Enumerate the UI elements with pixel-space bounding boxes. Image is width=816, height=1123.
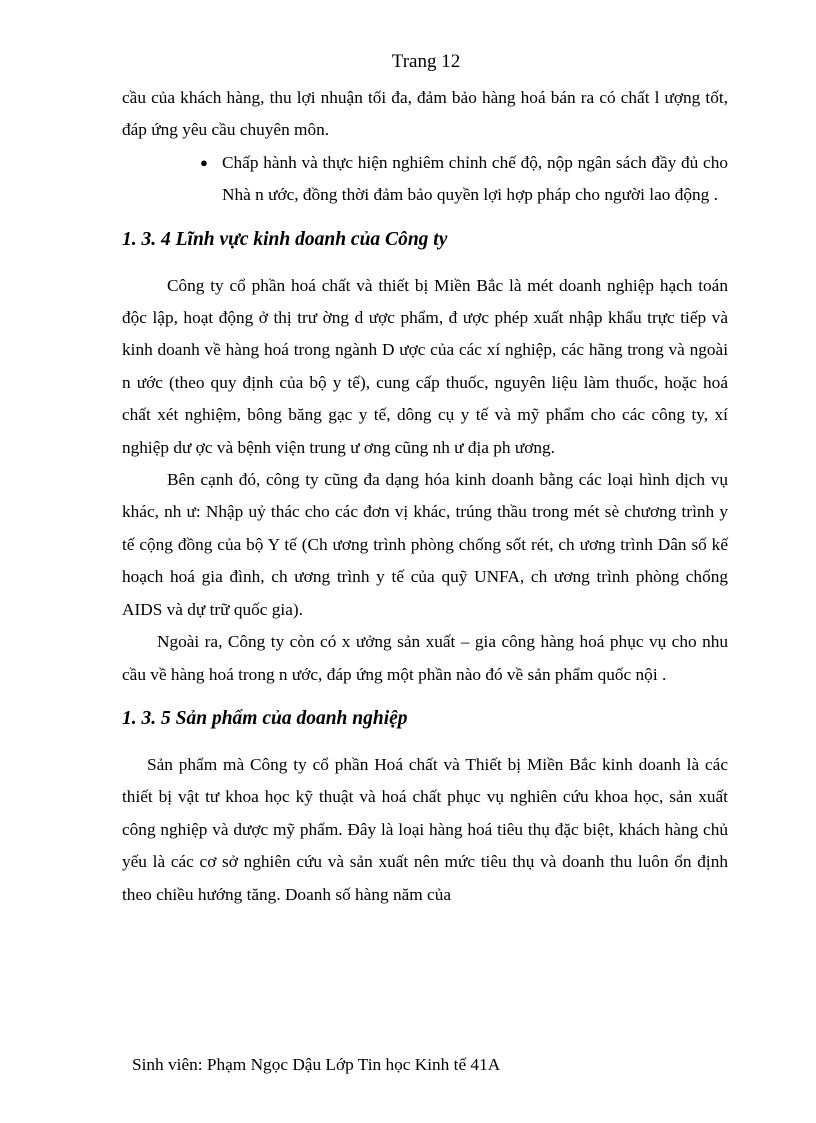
section-heading-1-3-4: 1. 3. 4 Lĩnh vực kinh doanh của Công ty: [122, 228, 448, 250]
list-item: [200, 147, 728, 212]
paragraph: Bên cạnh đó, công ty cũng đa dạng hóa kinh doanh bằng các loại hình dịch vụ khác, nh ư: Nhập uỷ thác cho các đơn vị khác, trúng thầu trong mét sè chương trình y tế cộng đồng của bộ Y tế (Ch ương trình phòng chống sốt rét, ch ương trình Dân số kế hoạch hoá gia đình, ch ương trình y tế của quỹ UNFA, ch ương trình phòng chống AIDS và dự trữ quốc gia).: [122, 470, 728, 619]
bullet-list: [122, 147, 728, 212]
footer-text: Sinh viên: Phạm Ngọc Dậu Lớp Tin học Kinh tế 41A: [132, 1055, 501, 1074]
document-body: [122, 82, 728, 911]
section-heading-1-3-5: 1. 3. 5 Sản phẩm của doanh nghiệp: [122, 707, 408, 729]
intro-paragraph: cầu của khách hàng, thu lợi nhuận tối đa, đảm bảo hàng hoá bán ra có chất l ượng tốt, đáp ứng yêu cầu chuyên môn.: [122, 88, 728, 140]
bullet-text: Chấp hành và thực hiện nghiêm chỉnh chế độ, nộp ngân sách đầy đủ cho Nhà n ước, đồng thời đảm bảo quyền lợi hợp pháp cho người lao động .: [222, 152, 728, 205]
page-footer: [132, 1053, 500, 1077]
page-number: Trang 12: [391, 51, 461, 72]
bullet-dot-icon: ●: [200, 154, 208, 170]
paragraph: Ngoài ra, Công ty còn có x ưởng sản xuất – gia công hàng hoá phục vụ cho nhu cầu về hàng hoá trong n ước, đáp ứng một phần nào đó về sản phẩm quốc nội .: [122, 632, 728, 684]
paragraph: Sản phẩm mà Công ty cổ phần Hoá chất và Thiết bị Miền Bắc kinh doanh là các thiết bị vật tư khoa học kỹ thuật và hoá chất phục vụ nghiên cứu khoa học, sản xuất công nghiệp và dược mỹ phẩm. Đây là loại hàng hoá tiêu thụ đặc biệt, khách hàng chủ yếu là các cơ sở nghiên cứu và sản xuất nên mức tiêu thụ và doanh thu luôn ổn định theo chiều hướng tăng. Doanh số hàng năm của: [122, 754, 728, 904]
paragraph: Công ty cổ phần hoá chất và thiết bị Miền Bắc là mét doanh nghiệp hạch toán độc lập, hoạt động ở thị trư ờng d ược phẩm, đ ược phép xuất nhập khẩu trực tiếp và kinh doanh về hàng hoá trong ngành D ược của các xí nghiệp, các hãng trong và ngoài n ước (theo quy định của bộ y tế), cung cấp thuốc, nguyên liệu làm thuốc, hoặc hoá chất xét nghiệm, bông băng gạc y tế, dông cụ y tế và mỹ phẩm cho các công ty, xí nghiệp dư ợc và bệnh viện trung ư ơng cũng nh ư địa ph ương.: [122, 275, 728, 457]
page-header: [0, 50, 816, 74]
